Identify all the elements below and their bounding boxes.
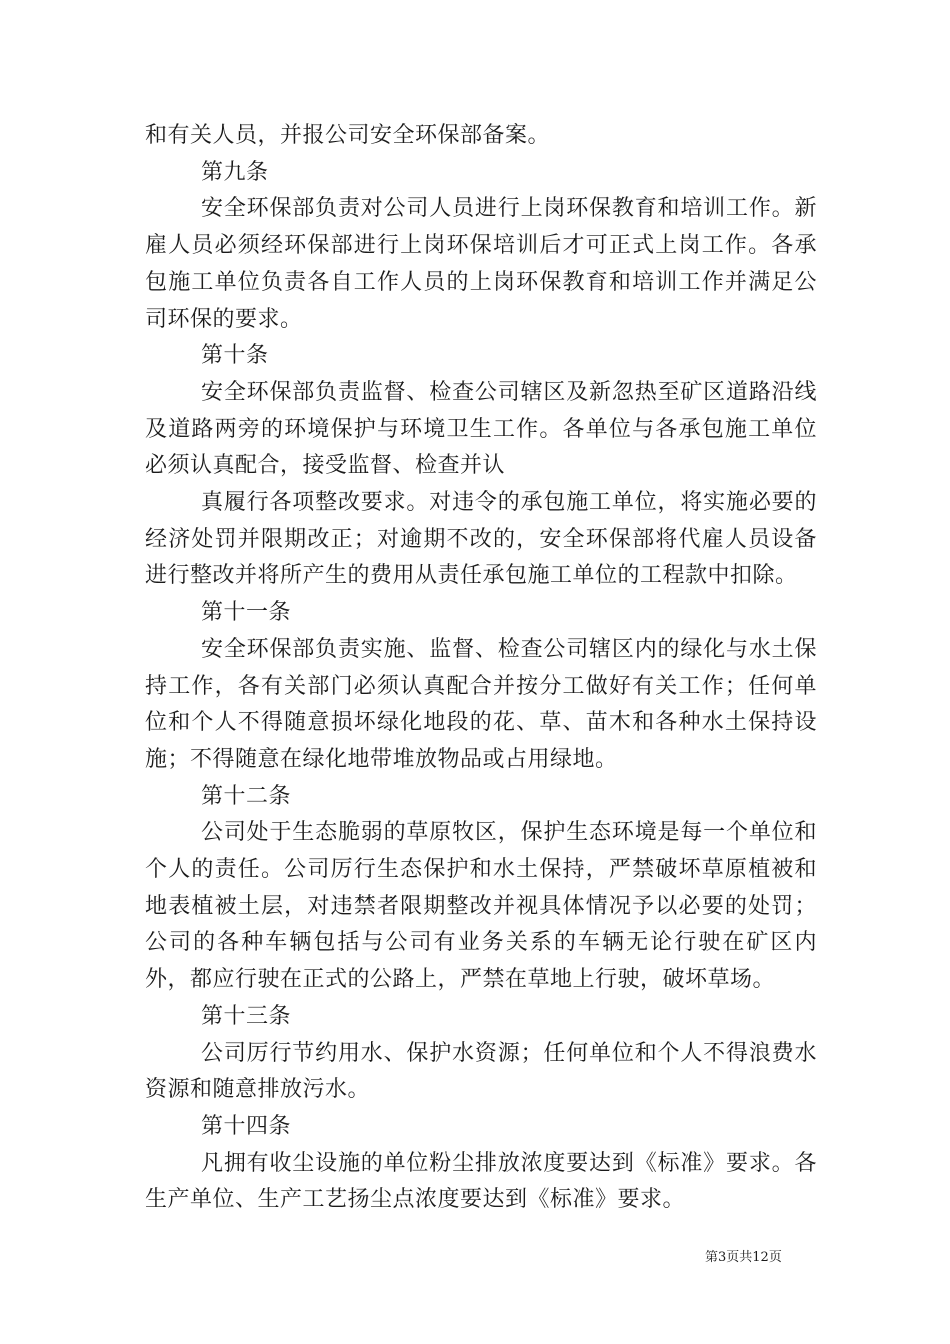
article-11-paragraph: 安全环保部负责实施、监督、检查公司辖区内的绿化与水土保持工作，各有关部门必须认真配合并按分工做好有关工作；任何单位和个人不得随意损坏绿化地段的花、草、苗木和各种水土保持设施；不得随意在绿化地带堆放物品或占用绿地。: [145, 636, 817, 772]
article-10-paragraph-2: 真履行各项整改要求。对违令的承包施工单位，将实施必要的经济处罚并限期改正；对逾期不改的，安全环保部将代雇人员设备进行整改并将所产生的费用从责任承包施工单位的工程款中扣除。: [145, 490, 817, 589]
document-body: [145, 118, 817, 1219]
paragraph-continued: 和有关人员，并报公司安全环保部备案。: [145, 123, 551, 148]
article-9-paragraph: 安全环保部负责对公司人员进行上岗环保教育和培训工作。新雇人员必须经环保部进行上岗环保培训后才可正式上岗工作。各承包施工单位负责各自工作人员的上岗环保教育和培训工作并满足公司环保的要求。: [145, 196, 817, 332]
article-heading-11: 第十一条: [201, 600, 292, 626]
article-heading-9: 第九条: [201, 159, 269, 185]
article-heading-14: 第十四条: [201, 1113, 292, 1139]
article-heading-10: 第十条: [201, 343, 269, 369]
page-number-footer: 第3页共12页: [705, 1250, 782, 1265]
article-13-paragraph: 公司厉行节约用水、保护水资源；任何单位和个人不得浪费水资源和随意排放污水。: [145, 1040, 817, 1103]
article-heading-12: 第十二条: [201, 783, 292, 809]
article-heading-13: 第十三条: [201, 1003, 292, 1029]
article-14-paragraph: 凡拥有收尘设施的单位粉尘排放浓度要达到《标准》要求。各生产单位、生产工艺扬尘点浓度要达到《标准》要求。: [145, 1150, 817, 1213]
article-10-paragraph-1: 安全环保部负责监督、检查公司辖区及新忽热至矿区道路沿线及道路两旁的环境保护与环境卫生工作。各单位与各承包施工单位必须认真配合，接受监督、检查并认: [145, 379, 817, 479]
article-12-paragraph: 公司处于生态脆弱的草原牧区，保护生态环境是每一个单位和个人的责任。公司厉行生态保护和水土保持，严禁破坏草原植被和地表植被土层，对违禁者限期整改并视具体情况予以必要的处罚；公司的各种车辆包括与公司有业务关系的车辆无论行驶在矿区内外，都应行驶在正式的公路上，严禁在草地上行驶，破坏草场。: [145, 820, 817, 993]
